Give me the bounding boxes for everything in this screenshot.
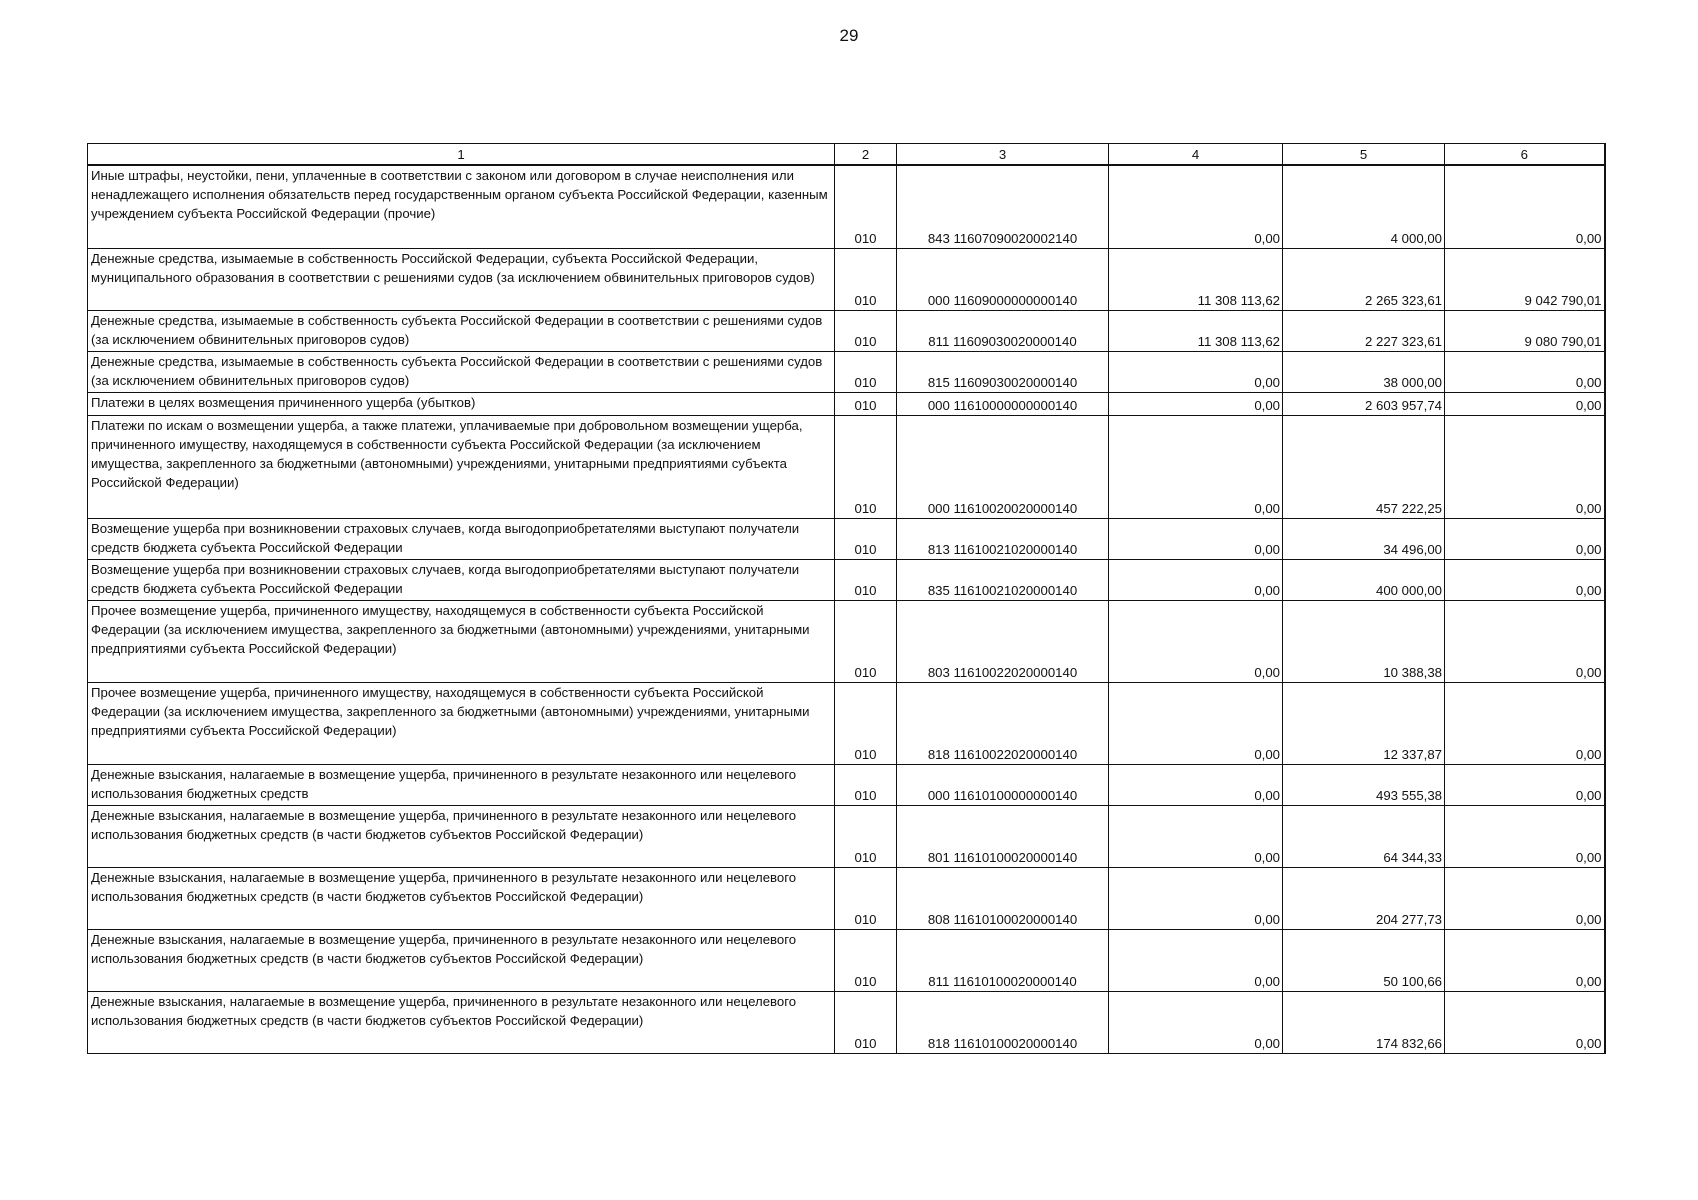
row-line-code: 010 — [835, 351, 897, 392]
header-col-1: 1 — [88, 144, 835, 166]
table-row — [88, 764, 1605, 805]
row-name: Возмещение ущерба при возникновении страховых случаев, когда выгодоприобретателями выступают получатели средств бюджета субъекта Российской Федерации — [88, 559, 835, 600]
table-row — [88, 351, 1605, 392]
row-line-code: 010 — [835, 392, 897, 415]
row-budget-code: 000 11610020020000140 — [897, 415, 1109, 518]
row-name: Платежи по искам о возмещении ущерба, а также платежи, уплачиваемые при добровольном возмещении ущерба, причиненного имуществу, находящемуся в собственности субъекта Российской Федерации (за исключением имущества, закрепленного за бюджетными (автономными) учреждениями, унитарными предприятиями субъекта Российской Федерации) — [88, 415, 835, 518]
table-row — [88, 682, 1605, 764]
row-name: Возмещение ущерба при возникновении страховых случаев, когда выгодоприобретателями выступают получатели средств бюджета субъекта Российской Федерации — [88, 518, 835, 559]
row-col6-value: 0,00 — [1445, 600, 1605, 682]
row-col6-value: 0,00 — [1445, 867, 1605, 929]
row-name: Платежи в целях возмещения причиненного ущерба (убытков) — [88, 392, 835, 415]
row-budget-code: 000 11609000000000140 — [897, 248, 1109, 310]
row-col4-value: 0,00 — [1109, 392, 1283, 415]
row-col6-value: 0,00 — [1445, 929, 1605, 991]
row-col5-value: 174 832,66 — [1283, 991, 1445, 1053]
page-number: 29 — [839, 26, 859, 45]
table-row — [88, 991, 1605, 1053]
row-col4-value: 0,00 — [1109, 165, 1283, 248]
header-col-2: 2 — [835, 144, 897, 166]
row-col4-value: 0,00 — [1109, 600, 1283, 682]
row-col5-value: 2 227 323,61 — [1283, 310, 1445, 351]
row-name: Денежные средства, изымаемые в собственность субъекта Российской Федерации в соответствии с решениями судов (за исключением обвинительных приговоров судов) — [88, 351, 835, 392]
table-row — [88, 929, 1605, 991]
row-name: Денежные взыскания, налагаемые в возмещение ущерба, причиненного в результате незаконного или нецелевого использования бюджетных средств (в части бюджетов субъектов Российской Федерации) — [88, 991, 835, 1053]
row-col4-value: 0,00 — [1109, 559, 1283, 600]
row-col6-value: 0,00 — [1445, 682, 1605, 764]
row-col4-value: 0,00 — [1109, 518, 1283, 559]
row-col4-value: 0,00 — [1109, 682, 1283, 764]
row-name: Иные штрафы, неустойки, пени, уплаченные в соответствии с законом или договором в случае неисполнения или ненадлежащего исполнения обязательств перед государственным органом субъекта Российской Федерации, казенным учреждением субъекта Российской Федерации (прочие) — [88, 165, 835, 248]
header-col-5: 5 — [1283, 144, 1445, 166]
row-col5-value: 4 000,00 — [1283, 165, 1445, 248]
header-row — [88, 144, 1605, 166]
row-col6-value: 0,00 — [1445, 559, 1605, 600]
row-line-code: 010 — [835, 248, 897, 310]
row-col4-value: 0,00 — [1109, 351, 1283, 392]
row-line-code: 010 — [835, 165, 897, 248]
table-row — [88, 518, 1605, 559]
row-budget-code: 803 11610022020000140 — [897, 600, 1109, 682]
row-name: Денежные взыскания, налагаемые в возмещение ущерба, причиненного в результате незаконного или нецелевого использования бюджетных средств (в части бюджетов субъектов Российской Федерации) — [88, 867, 835, 929]
row-name: Денежные средства, изымаемые в собственность субъекта Российской Федерации в соответствии с решениями судов (за исключением обвинительных приговоров судов) — [88, 310, 835, 351]
header-col-4: 4 — [1109, 144, 1283, 166]
header-col-6: 6 — [1445, 144, 1605, 166]
row-line-code: 010 — [835, 991, 897, 1053]
table-row — [88, 415, 1605, 518]
row-col5-value: 64 344,33 — [1283, 805, 1445, 867]
row-col5-value: 34 496,00 — [1283, 518, 1445, 559]
table-row — [88, 165, 1605, 248]
row-col5-value: 50 100,66 — [1283, 929, 1445, 991]
row-col6-value: 0,00 — [1445, 165, 1605, 248]
row-name: Денежные взыскания, налагаемые в возмещение ущерба, причиненного в результате незаконного или нецелевого использования бюджетных средств (в части бюджетов субъектов Российской Федерации) — [88, 805, 835, 867]
row-line-code: 010 — [835, 867, 897, 929]
row-col6-value: 0,00 — [1445, 805, 1605, 867]
table-row — [88, 248, 1605, 310]
table-row — [88, 310, 1605, 351]
row-budget-code: 000 11610100000000140 — [897, 764, 1109, 805]
table-row — [88, 867, 1605, 929]
row-line-code: 010 — [835, 518, 897, 559]
row-budget-code: 818 11610022020000140 — [897, 682, 1109, 764]
row-col4-value: 0,00 — [1109, 991, 1283, 1053]
row-col4-value: 0,00 — [1109, 415, 1283, 518]
row-col6-value: 0,00 — [1445, 518, 1605, 559]
row-name: Прочее возмещение ущерба, причиненного имуществу, находящемуся в собственности субъекта Российской Федерации (за исключением имущества, закрепленного за бюджетными (автономными) учреждениями, унитарными предприятиями субъекта Российской Федерации) — [88, 682, 835, 764]
header-col-3: 3 — [897, 144, 1109, 166]
row-col6-value: 0,00 — [1445, 764, 1605, 805]
row-name: Прочее возмещение ущерба, причиненного имуществу, находящемуся в собственности субъекта Российской Федерации (за исключением имущества, закрепленного за бюджетными (автономными) учреждениями, унитарными предприятиями субъекта Российской Федерации) — [88, 600, 835, 682]
row-line-code: 010 — [835, 805, 897, 867]
row-line-code: 010 — [835, 310, 897, 351]
row-budget-code: 811 11609030020000140 — [897, 310, 1109, 351]
row-col4-value: 0,00 — [1109, 764, 1283, 805]
row-col5-value: 400 000,00 — [1283, 559, 1445, 600]
row-name: Денежные средства, изымаемые в собственность Российской Федерации, субъекта Российской Федерации, муниципального образования в соответствии с решениями судов (за исключением обвинительных приговоров судов) — [88, 248, 835, 310]
row-line-code: 010 — [835, 929, 897, 991]
row-col5-value: 38 000,00 — [1283, 351, 1445, 392]
row-budget-code: 813 11610021020000140 — [897, 518, 1109, 559]
table-row — [88, 392, 1605, 415]
row-col5-value: 457 222,25 — [1283, 415, 1445, 518]
row-col5-value: 12 337,87 — [1283, 682, 1445, 764]
row-budget-code: 808 11610100020000140 — [897, 867, 1109, 929]
row-col6-value: 0,00 — [1445, 991, 1605, 1053]
row-line-code: 010 — [835, 559, 897, 600]
row-col6-value: 0,00 — [1445, 351, 1605, 392]
row-col4-value: 11 308 113,62 — [1109, 310, 1283, 351]
table-row — [88, 805, 1605, 867]
row-col6-value: 0,00 — [1445, 392, 1605, 415]
row-line-code: 010 — [835, 600, 897, 682]
row-budget-code: 000 11610000000000140 — [897, 392, 1109, 415]
row-line-code: 010 — [835, 415, 897, 518]
row-col5-value: 10 388,38 — [1283, 600, 1445, 682]
row-col4-value: 0,00 — [1109, 929, 1283, 991]
revenue-table — [87, 143, 1606, 1054]
row-col4-value: 0,00 — [1109, 867, 1283, 929]
row-budget-code: 843 11607090020002140 — [897, 165, 1109, 248]
row-name: Денежные взыскания, налагаемые в возмещение ущерба, причиненного в результате незаконного или нецелевого использования бюджетных средств — [88, 764, 835, 805]
row-line-code: 010 — [835, 682, 897, 764]
row-budget-code: 811 11610100020000140 — [897, 929, 1109, 991]
row-budget-code: 818 11610100020000140 — [897, 991, 1109, 1053]
row-col5-value: 204 277,73 — [1283, 867, 1445, 929]
table-row — [88, 559, 1605, 600]
row-col5-value: 2 265 323,61 — [1283, 248, 1445, 310]
row-col5-value: 2 603 957,74 — [1283, 392, 1445, 415]
row-budget-code: 815 11609030020000140 — [897, 351, 1109, 392]
row-col6-value: 0,00 — [1445, 415, 1605, 518]
row-budget-code: 835 11610021020000140 — [897, 559, 1109, 600]
row-col4-value: 0,00 — [1109, 805, 1283, 867]
row-col5-value: 493 555,38 — [1283, 764, 1445, 805]
row-budget-code: 801 11610100020000140 — [897, 805, 1109, 867]
row-col6-value: 9 042 790,01 — [1445, 248, 1605, 310]
row-col6-value: 9 080 790,01 — [1445, 310, 1605, 351]
row-col4-value: 11 308 113,62 — [1109, 248, 1283, 310]
table-row — [88, 600, 1605, 682]
row-line-code: 010 — [835, 764, 897, 805]
row-name: Денежные взыскания, налагаемые в возмещение ущерба, причиненного в результате незаконного или нецелевого использования бюджетных средств (в части бюджетов субъектов Российской Федерации) — [88, 929, 835, 991]
